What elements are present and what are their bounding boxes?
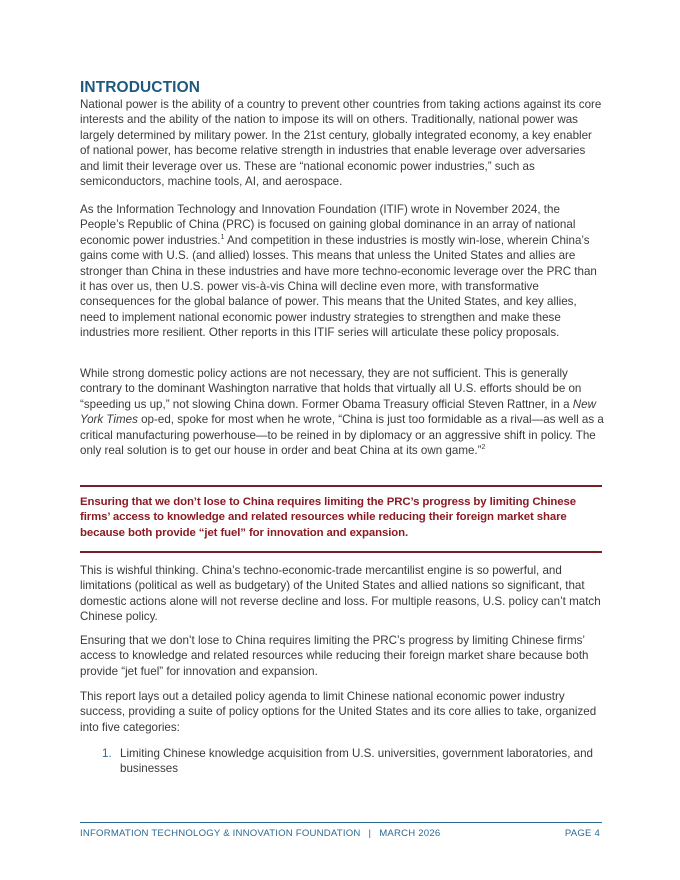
- paragraph-itif: [80, 202, 604, 341]
- paragraph-itif-text-b: And competition in these industries is mostly win-lose, wherein China’s gains come with U.S. (and allied) losses. This means that unless the United States and allies are stronger than China in these industries and have more techno-economic leverage over the PRC than it has over us, then U.S. power vis-à-vis China will decline even more, with transformative consequences for the global balance of power. This means that the United States, and key allies, need to implement national economic power industry strategies to strengthen and make these industries more resilient. Other reports in this ITIF series will articulate these policy proposals.: [80, 233, 597, 340]
- footer-separator: |: [368, 828, 372, 839]
- publication-name: New York Times: [80, 397, 596, 427]
- callout-rule-bottom: [80, 551, 602, 553]
- footer-left: [80, 828, 440, 839]
- paragraph-domestic-text-a: While strong domestic policy actions are not necessary, they are not sufficient. This is generally contrary to the dominant Washington narrative that holds that virtually all U.S. efforts should be on “speeding us up,” not slowing China down. Former Obama Treasury official Steven Rattner, in a: [80, 367, 582, 411]
- paragraph-report-agenda: This report lays out a detailed policy agenda to limit Chinese national economic power industry success, providing a suite of policy options for the United States and its core allies to take, organized into five categories:: [80, 690, 597, 734]
- paragraph-ensuring: Ensuring that we don’t lose to China requires limiting the PRC’s progress by limiting Chinese firms’ access to knowledge and related resources while reducing their foreign market share because both provide “jet fuel” for innovation and expansion.: [80, 634, 589, 678]
- paragraph-wishful-thinking: This is wishful thinking. China’s techno-economic-trade mercantilist engine is so powerful, and limitations (political as well as budgetary) of the United States and allied nations so significant, that domestic actions alone will not reverse decline and loss. For multiple reasons, U.S. policy can’t match Chinese policy.: [80, 564, 601, 624]
- footnote-ref-1[interactable]: 1: [220, 233, 225, 241]
- callout-quote: Ensuring that we don’t lose to China requires limiting the PRC’s progress by limiting Chinese firms’ access to knowledge and related resources while reducing their foreign market share because both provide “jet fuel” for innovation and expansion.: [80, 496, 576, 539]
- paragraph-domestic-text-b: op-ed, spoke for most when he wrote, “China is just too formidable as a rival—as well as a critical manufacturing powerhouse—to be reined in by diplomacy or an aggressive shift in policy. The only real solution is to get our house in order and beat China at its own game.”: [80, 413, 604, 458]
- paragraph-national-power: National power is the ability of a country to prevent other countries from taking actions against its core interests and the ability of the nation to impose its will on others. Traditionally, national power was largely determined by military power. In the 21st century, globally integrated economy, a key enabler of national power, has become relative strength in industries that enable leverage over adversaries and limit their leverage over us. These are “national economic power industries,” such as semiconductors, machine tools, AI, and aerospace.: [80, 98, 602, 189]
- list-item-number: 1.: [102, 747, 112, 760]
- paragraph-domestic-policy: [80, 366, 604, 458]
- paragraph-itif-text-a: As the Information Technology and Innovation Foundation (ITIF) wrote in November 2024, the People’s Republic of China (PRC) is focused on gaining global dominance in an array of national economic power industries.: [80, 203, 576, 247]
- list-item-text: Limiting Chinese knowledge acquisition from U.S. universities, government laboratories, and businesses: [120, 747, 594, 776]
- footer-page-number: PAGE 4: [564, 828, 600, 839]
- callout-rule-top: [80, 485, 602, 487]
- footer-rule: [80, 822, 602, 823]
- footnote-ref-2[interactable]: 2: [481, 444, 486, 452]
- section-heading: INTRODUCTION: [80, 79, 201, 96]
- footer-organization: INFORMATION TECHNOLOGY & INNOVATION FOUNDATION: [80, 828, 361, 839]
- footer-date: MARCH 2026: [379, 828, 441, 839]
